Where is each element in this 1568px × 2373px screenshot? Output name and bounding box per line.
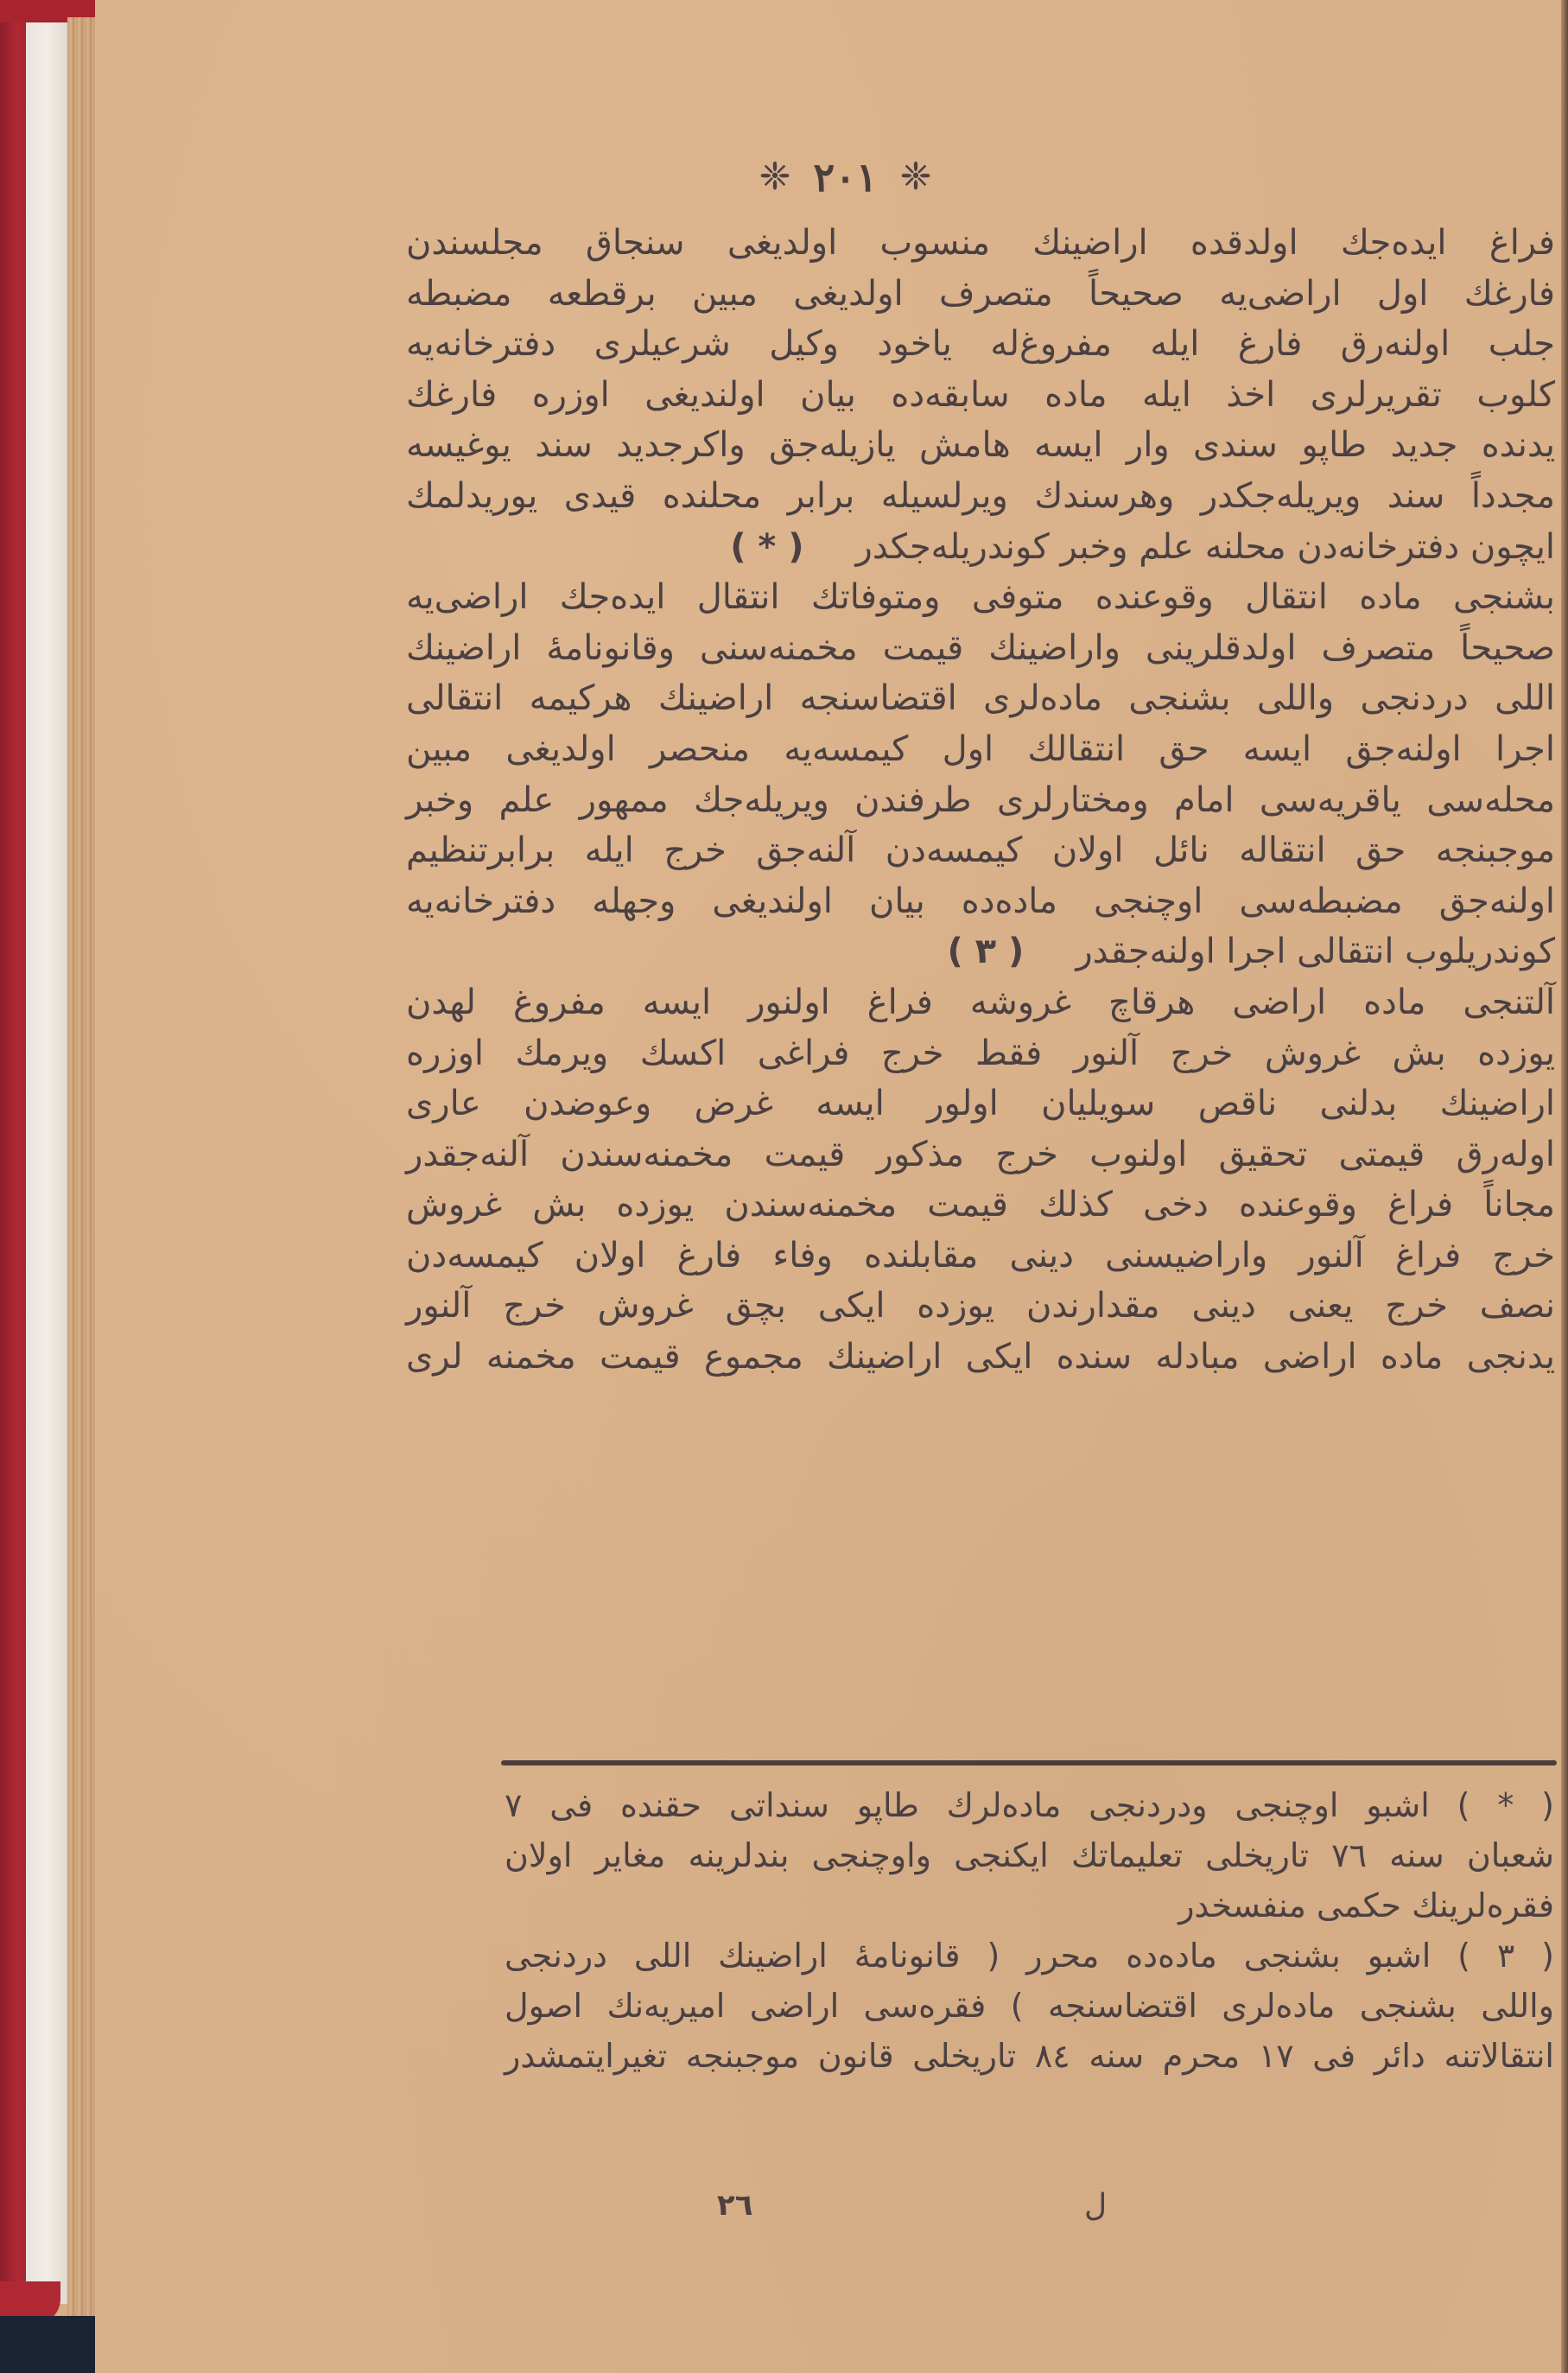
- page-number: ٢٠١: [813, 154, 878, 200]
- footnote-star-line: ( * ) اشبو اوچنجی ودردنجی ماده‌لرك طاپو سنداتی حقنده فی ٧: [505, 1786, 1554, 1824]
- text-line: فراغ ایده‌جك اولدقده اراضینك منسوب اولدیغی سنجاق مجلسندن: [406, 223, 1555, 263]
- footnote-ref-3: ( ٣ ): [947, 932, 1025, 972]
- text-line: موجبنجه حق انتقاله نائل اولان کیمسه‌دن آلنه‌جق خرج ایله برابرتنظیم: [406, 830, 1555, 871]
- text-line: مجاناً فراغ وقوعنده دخی کذلك قیمت مخمنه‌سندن یوزده بش غروش: [406, 1185, 1555, 1225]
- article-6-heading-line: آلتنجی ماده اراضی هرقاچ غروشه فراغ اولنور ایسه مفروغ لهدن: [406, 982, 1555, 1022]
- footnote-ref-star: ( * ): [730, 526, 804, 567]
- text-line: اللی دردنجی واللی بشنجی ماده‌لری اقتضاسنجه اراضینك هرکیمه انتقالی: [406, 678, 1555, 719]
- footnote-divider: [501, 1760, 1557, 1765]
- text-line: جلب اولنه‌رق فارغ ایله مفروغ‌له یاخود وکیل شرعیلری دفترخانه‌یه: [406, 324, 1555, 365]
- page-stack-edges: [67, 17, 95, 2373]
- text-line: اراضینك بدلنی ناقص سویلیان اولور ایسه غرض وعوضدن عاری: [406, 1084, 1555, 1124]
- page-paper: [95, 0, 1561, 2373]
- page-header: [95, 154, 1561, 200]
- footnotes: [505, 1780, 1554, 2081]
- footnote-3-line: ( ٣ ) اشبو بشنجی ماده‌ده محرر ( قانونامهٔ اراضینك اللی دردنجی: [505, 1937, 1554, 1975]
- footnote-star-line: شعبان سنه ٧٦ تاریخلی تعلیماتك ایکنجی واوچنجی بندلرینه مغایر اولان: [505, 1836, 1554, 1874]
- text-line: کلوب تقریرلری اخذ ایله ماده سابقه‌ده بیان اولندیغی اوزره فارغك: [406, 374, 1555, 415]
- article-7-heading-line: یدنجی ماده اراضی مبادله سنده ایکی اراضینك مجموع قیمت مخمنه لری: [406, 1337, 1555, 1377]
- text-line: نصف خرج یعنی دینی مقدارندن یوزده ایکی بچق غروش خرج آلنور: [406, 1286, 1555, 1326]
- footnote-star-line: فقره‌لرینك حکمی منفسخدر: [1178, 1886, 1554, 1924]
- right-edge-shadow: [1561, 0, 1568, 2373]
- text-line-with-footnote-ref: [406, 522, 1555, 573]
- text-line: صحیحاً متصرف اولدقلرینی واراضینك قیمت مخمنه‌سنی وقانونامهٔ اراضینك: [406, 627, 1555, 668]
- page-edge-white: [26, 22, 70, 2304]
- footnote-3-line: واللی بشنجی ماده‌لری اقتضاسنجه ) فقره‌سی اراضی امیریه‌نك اصول: [505, 1987, 1554, 2025]
- ornament-left-icon: ❈: [899, 155, 932, 199]
- footnote-3-line: انتقالاتنه دائر فی ١٧ محرم سنه ٨٤ تاریخلی قانون موجبنجه تغیرایتمشدر: [505, 2037, 1554, 2075]
- text-line: یوزده بش غروش خرج آلنور فقط خرج فراغی اکسك ویرمك اوزره: [406, 1033, 1555, 1073]
- text-line-with-footnote-ref: [406, 926, 1555, 977]
- book-binding-cover: [0, 0, 29, 2373]
- text-line: کوندریلوب انتقالی اجرا اولنه‌جقدر: [1076, 932, 1555, 972]
- article-5-heading-line: بشنجی ماده انتقال وقوعنده متوفی ومتوفاتك انتقال ایده‌جك اراضی‌یه: [406, 577, 1555, 618]
- signature-number: ٢٦: [717, 2188, 753, 2223]
- text-line: خرج فراغ آلنور واراضیسنی دینی مقابلنده وفاء فارغ اولان کیمسه‌دن: [406, 1235, 1555, 1276]
- signature-letter: ل: [1084, 2188, 1108, 2223]
- text-line: فارغك اول اراضی‌یه صحیحاً متصرف اولدیغی مبین برقطعه مضبطه: [406, 273, 1555, 314]
- text-line: اوله‌رق قیمتی تحقیق اولنوب خرج مذکور قیمت مخمنه‌سندن آلنه‌جقدر: [406, 1134, 1555, 1174]
- text-line: اجرا اولنه‌جق ایسه حق انتقالك اول کیمسه‌یه منحصر اولدیغی مبین: [406, 728, 1555, 769]
- body-text: [406, 218, 1555, 1383]
- text-line: ایچون دفترخانه‌دن محلنه علم وخبر کوندریله‌جکدر: [855, 526, 1555, 567]
- text-line: اولنه‌جق مضبطه‌سی اوچنجی ماده‌ده بیان اولندیغی وجهله دفترخانه‌یه: [406, 881, 1555, 921]
- text-line: مجدداً سند ویریله‌جکدر وهرسندك ویرلسیله برابر محلنده قیدی یوریدلمك: [406, 475, 1555, 516]
- ornament-right-icon: ❈: [759, 155, 791, 199]
- text-line: محله‌سی یاقریه‌سی امام ومختارلری طرفندن ویریله‌جك ممهور علم وخبر: [406, 779, 1555, 820]
- text-line: یدنده جدید طاپو سندی وار ایسه هامش یازیله‌جق واکرجدید سند یوغیسه: [406, 425, 1555, 466]
